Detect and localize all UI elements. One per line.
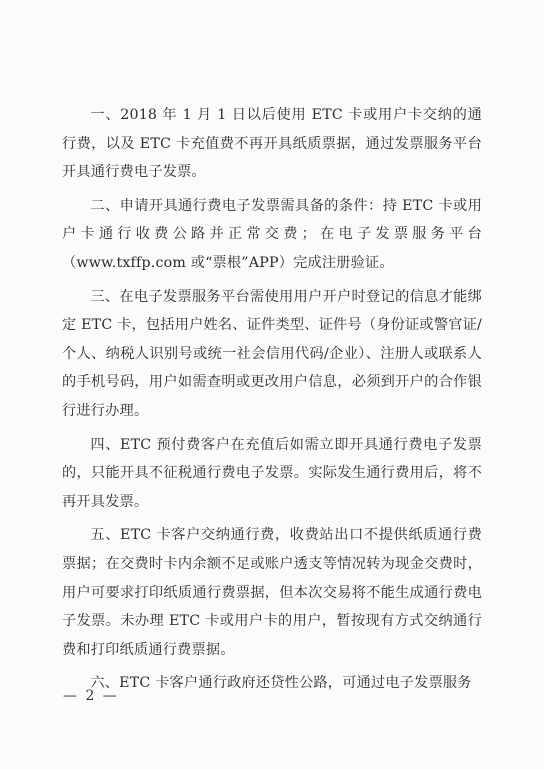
page-number: — 2 — — [63, 688, 119, 704]
paragraph-1: 一、2018 年 1 月 1 日以后使用 ETC 卡或用户卡交纳的通行费，以及 ETC 卡充值费不再开具纸质票据，通过发票服务平台开具通行费电子发票。 — [62, 107, 482, 181]
paragraph-2: 二、申请开具通行费电子发票需具备的条件：持 ETC 卡或用户卡通行收费公路并正常交费；在电子发票服务平台（www.txffp.com 或“票根”APP）完成注册验证。 — [62, 197, 482, 271]
paragraph-3: 三、在电子发票服务平台需使用用户开户时登记的信息才能绑定 ETC 卡，包括用户姓名、证件类型、证件号（身份证或警官证/个人、纳税人识别号或统一社会信用代码/企业）、注册人或联系人的手机号码，用户如需查明或更改用户信息，必须到开户的合作银行进行办理。 — [62, 288, 482, 419]
document-body — [62, 101, 482, 698]
paragraph-6: 六、ETC 卡客户通行政府还贷性公路，可通过电子发票服务 — [90, 675, 472, 692]
paragraph-4: 四、ETC 预付费客户在充值后如需立即开具通行费电子发票的，只能开具不征税通行费电子发票。实际发生通行费用后，将不再开具发票。 — [62, 436, 482, 510]
paragraph-5: 五、ETC 卡客户交纳通行费，收费站出口不提供纸质通行费票据；在交费时卡内余额不足或账户透支等情况转为现金交费时，用户可要求打印纸质通行费票据，但本次交易将不能生成通行费电子发票。未办理 ETC 卡或用户卡的用户，暂按现有方式交纳通行费和打印纸质通行费票据。 — [62, 527, 482, 658]
